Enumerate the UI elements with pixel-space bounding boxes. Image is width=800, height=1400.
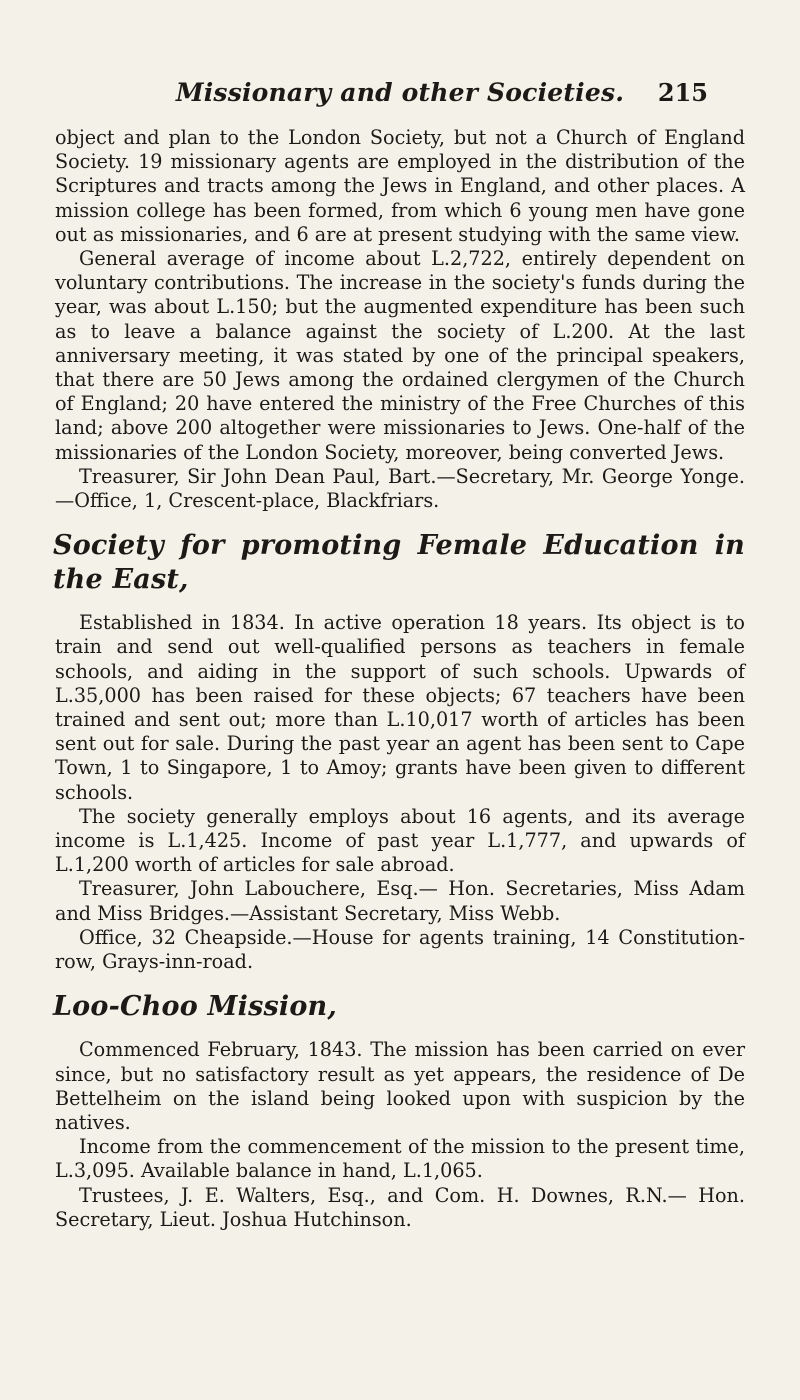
paragraph: Office, 32 Cheapside.—House for agents training, 14 Constitution-row, Grays-inn-road.	[55, 925, 745, 974]
page-header	[0, 78, 800, 118]
section-heading: Loo-Choo Mission,	[53, 991, 337, 1023]
paragraph: Treasurer, John Labouchere, Esq.— Hon. Secretaries, Miss Adam and Miss Bridges.—Assistant Secretary, Miss Webb.	[55, 877, 745, 925]
page-body	[55, 126, 745, 1232]
paragraph: Trustees, J. E. Walters, Esq., and Com. H. Downes, R.N.— Hon. Secretary, Lieut. Joshua Hutchinson.	[55, 1183, 745, 1231]
section-heading: Society for promoting Female Education in the East,	[53, 530, 745, 596]
paragraph: Commenced February, 1843. The mission has been carried on ever since, but no satisfactory result as yet appears, the residence of De Bettelheim on the island being looked upon with suspicion by the natives.	[55, 1038, 745, 1134]
paragraph: Income from the commencement of the mission to the present time, L.3,095. Available balance in hand, L.1,065.	[55, 1135, 745, 1183]
paragraph: Treasurer, Sir John Dean Paul, Bart.—Secretary, Mr. George Yonge.—Office, 1, Crescent-place, Blackfriars.	[55, 464, 745, 513]
paragraph: The society generally employs about 16 agents, and its average income is L.1,425. Income of past year L.1,777, and upwards of L.1,200 worth of articles for sale abroad.	[55, 804, 745, 877]
paragraph: General average of income about L.2,722, entirely dependent on voluntary contributions. The increase in the society's funds during the year, was about L.150; but the augmented expenditure has been such as to leave a balance against the society of L.200. At the last anniversary meeting, it was stated by one of the principal speakers, that there are 50 Jews among the ordained clergymen of the Church of England; 20 have entered the ministry of the Free Churches of this land; above 200 altogether were missionaries to Jews. One-half of the missionaries of the London Society, moreover, being converted Jews.	[55, 247, 745, 464]
paragraph: Established in 1834. In active operation 18 years. Its object is to train and send out well-qualified persons as teachers in female schools, and aiding in the support of such schools. Upwards of L.35,000 has been raised for these objects; 67 teachers have been trained and sent out; more than L.10,017 worth of articles has been sent out for sale. During the past year an agent has been sent to Cape Town, 1 to Singapore, 1 to Amoy; grants have been given to different schools.	[55, 611, 745, 804]
running-title: Missionary and other Societies.	[175, 78, 625, 107]
paragraph: object and plan to the London Society, but not a Church of England Society. 19 missionary agents are employed in the distribution of the Scriptures and tracts among the Jews in England, and other places. A mission college has been formed, from which 6 young men have gone out as missionaries, and 6 are at present studying with the same view.	[55, 126, 745, 246]
page-number: 215	[657, 78, 708, 107]
